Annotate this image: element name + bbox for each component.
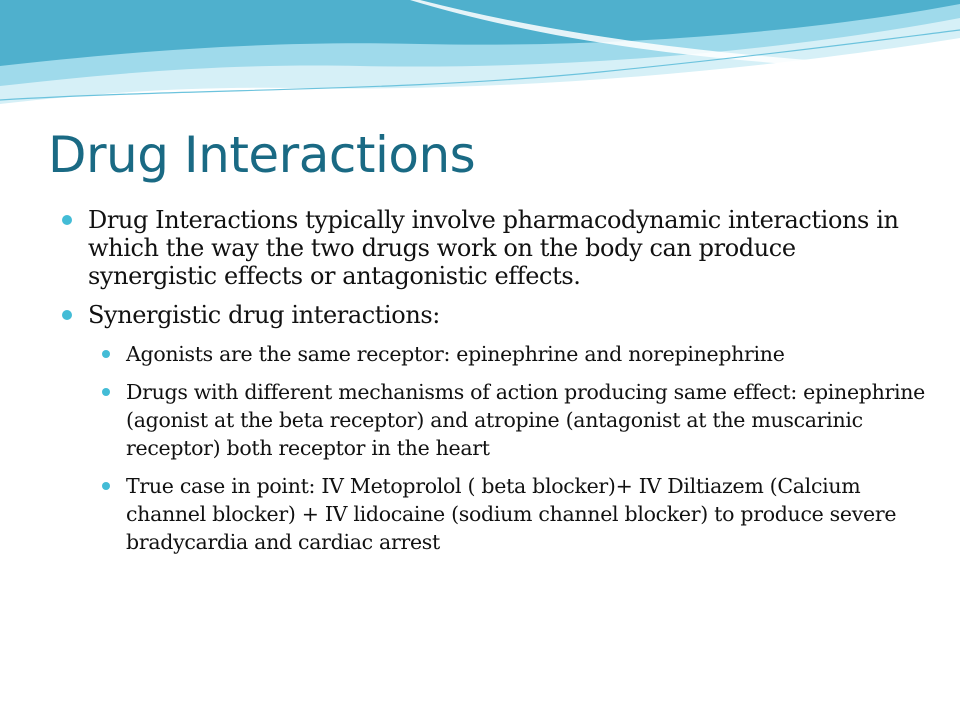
- bullet-text: Synergistic drug interactions:: [88, 301, 440, 329]
- bullet-dot-icon: [62, 215, 72, 225]
- sub-bullet-dot-icon: [102, 482, 110, 490]
- sub-bullet-text: Drugs with different mechanisms of action producing same effect: epinephrine (agonist at the beta receptor) and atropine (antagonist at the muscarinic receptor) both receptor in the heart: [126, 380, 926, 460]
- sub-bullet-item: [98, 340, 926, 368]
- slide-content: [60, 206, 926, 566]
- bullet-text: Drug Interactions typically involve pharmacodynamic interactions in which the way the two drugs work on the body can produce synergistic effects or antagonistic effects.: [88, 206, 899, 290]
- bullet-item: [60, 206, 920, 290]
- header-wave-decoration: [0, 0, 960, 110]
- sub-bullet-item: [98, 472, 926, 556]
- sub-bullet-dot-icon: [102, 388, 110, 396]
- sub-bullet-text: True case in point: IV Metoprolol ( beta blocker)+ IV Diltiazem (Calcium channel blocker) + IV lidocaine (sodium channel blocker) to produce severe bradycardia and cardiac arrest: [126, 474, 897, 554]
- slide-title: Drug Interactions: [48, 126, 476, 184]
- sub-bullet-text: Agonists are the same receptor: epinephrine and norepinephrine: [126, 342, 785, 366]
- sub-bullet-item: [98, 378, 926, 462]
- bullet-dot-icon: [62, 310, 72, 320]
- sub-bullet-dot-icon: [102, 350, 110, 358]
- bullet-item: [60, 301, 920, 329]
